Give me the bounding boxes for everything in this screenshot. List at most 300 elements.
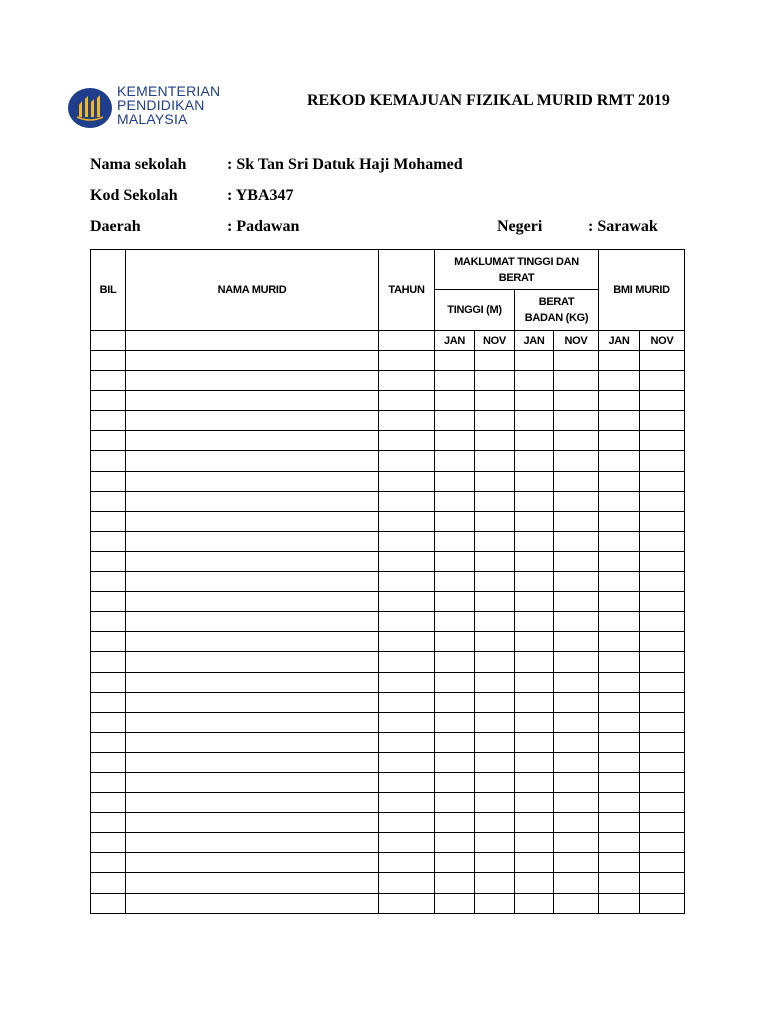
table-row [91, 853, 685, 873]
header-nama-murid: NAMA MURID [126, 250, 379, 331]
cell-tahun [379, 572, 435, 592]
cell-bil [91, 391, 126, 411]
cell-berat-jan [515, 632, 554, 652]
cell-nama-murid [126, 351, 379, 371]
cell-berat-jan [515, 772, 554, 792]
cell-berat-jan [515, 672, 554, 692]
cell-tinggi-nov [475, 712, 515, 732]
header-berat-badan: BERAT BADAN (KG) [515, 290, 599, 331]
cell-nama-murid [126, 652, 379, 672]
cell-berat-nov [554, 652, 599, 672]
cell-tahun [379, 833, 435, 853]
cell-nama-murid [126, 491, 379, 511]
cell-tinggi-jan [435, 893, 475, 913]
cell-nama-murid [126, 451, 379, 471]
cell-bil [91, 813, 126, 833]
cell-nama-murid [126, 833, 379, 853]
table-row [91, 612, 685, 632]
cell-nama-murid [126, 431, 379, 451]
table-row [91, 511, 685, 531]
cell-nama-murid [126, 752, 379, 772]
cell-bil [91, 712, 126, 732]
cell-tinggi-nov [475, 351, 515, 371]
cell-tinggi-jan [435, 793, 475, 813]
cell-bmi-nov [640, 793, 685, 813]
cell-bmi-nov [640, 391, 685, 411]
table-row [91, 391, 685, 411]
header-bil: BIL [91, 250, 126, 331]
cell-bmi-nov [640, 491, 685, 511]
cell-berat-nov [554, 853, 599, 873]
cell-berat-jan [515, 531, 554, 551]
table-row [91, 431, 685, 451]
cell-bil [91, 833, 126, 853]
cell-bil [91, 793, 126, 813]
cell-bmi-jan [599, 833, 640, 853]
cell-nama-murid [126, 511, 379, 531]
table-row [91, 712, 685, 732]
cell-tinggi-jan [435, 732, 475, 752]
cell-tahun [379, 813, 435, 833]
cell-tinggi-nov [475, 491, 515, 511]
cell-bmi-jan [599, 893, 640, 913]
nama-sekolah-label: Nama sekolah [90, 156, 187, 173]
cell-tinggi-nov [475, 551, 515, 571]
cell-tahun [379, 612, 435, 632]
cell-bil [91, 732, 126, 752]
cell-berat-jan [515, 391, 554, 411]
cell-berat-nov [554, 893, 599, 913]
cell-berat-nov [554, 873, 599, 893]
cell-tinggi-jan [435, 853, 475, 873]
cell-tinggi-nov [475, 772, 515, 792]
cell-bmi-jan [599, 652, 640, 672]
cell-bmi-jan [599, 551, 640, 571]
cell-berat-jan [515, 551, 554, 571]
cell-berat-jan [515, 873, 554, 893]
cell-tinggi-nov [475, 391, 515, 411]
cell-berat-nov [554, 632, 599, 652]
cell-nama-murid [126, 391, 379, 411]
cell-tinggi-nov [475, 572, 515, 592]
cell-berat-jan [515, 893, 554, 913]
cell-tahun [379, 471, 435, 491]
cell-bmi-nov [640, 873, 685, 893]
cell-tahun [379, 712, 435, 732]
cell-tinggi-jan [435, 471, 475, 491]
cell-tinggi-jan [435, 772, 475, 792]
cell-tinggi-jan [435, 572, 475, 592]
cell-tinggi-jan [435, 873, 475, 893]
cell-bmi-nov [640, 471, 685, 491]
ministry-emblem-icon [67, 87, 113, 129]
cell-bmi-jan [599, 471, 640, 491]
cell-berat-nov [554, 531, 599, 551]
cell-tinggi-nov [475, 471, 515, 491]
cell-bil [91, 692, 126, 712]
cell-bmi-nov [640, 833, 685, 853]
cell-bmi-jan [599, 391, 640, 411]
cell-bmi-jan [599, 612, 640, 632]
cell-tahun [379, 351, 435, 371]
logo-line-2: PENDIDIKAN [117, 97, 205, 113]
cell-bil [91, 371, 126, 391]
cell-nama-murid [126, 793, 379, 813]
cell-bil [91, 752, 126, 772]
cell-bil [91, 632, 126, 652]
cell-bmi-jan [599, 752, 640, 772]
cell-tinggi-nov [475, 531, 515, 551]
cell-bmi-jan [599, 732, 640, 752]
cell-tahun [379, 853, 435, 873]
table-row [91, 772, 685, 792]
cell-tahun [379, 551, 435, 571]
cell-bmi-nov [640, 551, 685, 571]
cell-berat-nov [554, 712, 599, 732]
table-row [91, 813, 685, 833]
cell-bil [91, 672, 126, 692]
cell-berat-nov [554, 351, 599, 371]
cell-nama-murid [126, 612, 379, 632]
record-table [90, 249, 685, 914]
cell-nama-murid [126, 592, 379, 612]
cell-bil [91, 551, 126, 571]
cell-bmi-jan [599, 431, 640, 451]
header-bmi-murid: BMI MURID [599, 250, 685, 331]
cell-berat-nov [554, 752, 599, 772]
cell-berat-nov [554, 813, 599, 833]
cell-tinggi-jan [435, 632, 475, 652]
cell-berat-nov [554, 471, 599, 491]
cell-berat-nov [554, 793, 599, 813]
ministry-logo [67, 84, 237, 130]
cell-berat-jan [515, 471, 554, 491]
cell-bmi-nov [640, 511, 685, 531]
cell-tahun [379, 511, 435, 531]
cell-berat-nov [554, 592, 599, 612]
cell-berat-jan [515, 572, 554, 592]
cell-berat-jan [515, 813, 554, 833]
cell-bil [91, 491, 126, 511]
cell-nama-murid [126, 712, 379, 732]
cell-bmi-nov [640, 451, 685, 471]
table-row [91, 351, 685, 371]
cell-nama-murid [126, 551, 379, 571]
cell-tinggi-jan [435, 411, 475, 431]
kod-sekolah-label: Kod Sekolah [90, 187, 178, 204]
cell-tahun [379, 752, 435, 772]
cell-berat-jan [515, 351, 554, 371]
table-row [91, 873, 685, 893]
negeri-value: : Sarawak [588, 218, 658, 235]
cell-berat-jan [515, 411, 554, 431]
daerah-value: : Padawan [227, 218, 300, 235]
cell-nama-murid [126, 853, 379, 873]
header-tahun: TAHUN [379, 250, 435, 331]
cell-tinggi-nov [475, 873, 515, 893]
table-row [91, 592, 685, 612]
table-row [91, 491, 685, 511]
cell-berat-nov [554, 572, 599, 592]
cell-nama-murid [126, 873, 379, 893]
cell-tinggi-jan [435, 491, 475, 511]
header-maklumat: MAKLUMAT TINGGI DAN BERAT [435, 250, 599, 290]
cell-bil [91, 572, 126, 592]
cell-bmi-nov [640, 592, 685, 612]
cell-bmi-nov [640, 351, 685, 371]
cell-bmi-nov [640, 572, 685, 592]
cell-tinggi-nov [475, 813, 515, 833]
table-row [91, 732, 685, 752]
cell-tinggi-jan [435, 672, 475, 692]
cell-tinggi-nov [475, 652, 515, 672]
cell-bmi-nov [640, 411, 685, 431]
cell-bmi-nov [640, 371, 685, 391]
cell-bmi-nov [640, 752, 685, 772]
table-row [91, 632, 685, 652]
table-row [91, 572, 685, 592]
daerah-label: Daerah [90, 218, 141, 235]
cell-nama-murid [126, 672, 379, 692]
cell-tinggi-nov [475, 732, 515, 752]
cell-tinggi-jan [435, 692, 475, 712]
cell-tinggi-nov [475, 511, 515, 531]
cell-berat-jan [515, 692, 554, 712]
month-tinggi-nov: NOV [475, 331, 515, 351]
cell-berat-jan [515, 592, 554, 612]
cell-bmi-jan [599, 371, 640, 391]
table-row [91, 531, 685, 551]
cell-bil [91, 772, 126, 792]
cell-berat-jan [515, 511, 554, 531]
table-row [91, 371, 685, 391]
cell-berat-nov [554, 692, 599, 712]
cell-nama-murid [126, 813, 379, 833]
cell-bmi-jan [599, 451, 640, 471]
cell-bmi-nov [640, 652, 685, 672]
cell-nama-murid [126, 732, 379, 752]
cell-bmi-jan [599, 351, 640, 371]
cell-nama-murid [126, 772, 379, 792]
cell-berat-nov [554, 391, 599, 411]
cell-bmi-jan [599, 692, 640, 712]
cell-berat-nov [554, 551, 599, 571]
cell-bmi-jan [599, 712, 640, 732]
cell-bmi-jan [599, 853, 640, 873]
cell-bmi-nov [640, 732, 685, 752]
cell-tahun [379, 491, 435, 511]
cell-tahun [379, 793, 435, 813]
cell-bmi-nov [640, 531, 685, 551]
month-berat-jan: JAN [515, 331, 554, 351]
logo-line-1: KEMENTERIAN [117, 83, 221, 99]
cell-tahun [379, 672, 435, 692]
cell-berat-nov [554, 672, 599, 692]
table-body [91, 351, 685, 914]
cell-nama-murid [126, 371, 379, 391]
cell-tinggi-jan [435, 391, 475, 411]
cell-tahun [379, 431, 435, 451]
cell-bmi-jan [599, 793, 640, 813]
cell-bmi-jan [599, 411, 640, 431]
cell-tinggi-nov [475, 853, 515, 873]
cell-bmi-jan [599, 772, 640, 792]
cell-bmi-jan [599, 511, 640, 531]
cell-berat-nov [554, 451, 599, 471]
cell-berat-nov [554, 612, 599, 632]
table-row [91, 672, 685, 692]
cell-tinggi-nov [475, 793, 515, 813]
cell-tinggi-jan [435, 752, 475, 772]
cell-bmi-nov [640, 813, 685, 833]
cell-berat-jan [515, 371, 554, 391]
cell-bmi-nov [640, 772, 685, 792]
header-tinggi: TINGGI (M) [435, 290, 515, 331]
cell-tahun [379, 772, 435, 792]
cell-berat-jan [515, 652, 554, 672]
cell-tinggi-jan [435, 351, 475, 371]
cell-tinggi-nov [475, 692, 515, 712]
cell-tinggi-jan [435, 712, 475, 732]
cell-bmi-nov [640, 692, 685, 712]
cell-tahun [379, 873, 435, 893]
cell-tinggi-jan [435, 833, 475, 853]
cell-bil [91, 873, 126, 893]
cell-tahun [379, 531, 435, 551]
table-row [91, 893, 685, 913]
cell-berat-jan [515, 732, 554, 752]
cell-berat-jan [515, 491, 554, 511]
logo-wordmark [117, 84, 220, 126]
month-bmi-nov: NOV [640, 331, 685, 351]
cell-bmi-nov [640, 612, 685, 632]
cell-bmi-jan [599, 672, 640, 692]
table-row [91, 551, 685, 571]
cell-tinggi-nov [475, 592, 515, 612]
cell-bmi-nov [640, 672, 685, 692]
cell-bil [91, 612, 126, 632]
cell-berat-jan [515, 712, 554, 732]
cell-tinggi-nov [475, 893, 515, 913]
cell-tinggi-nov [475, 451, 515, 471]
nama-sekolah-value: : Sk Tan Sri Datuk Haji Mohamed [227, 156, 463, 173]
cell-tinggi-nov [475, 431, 515, 451]
cell-bmi-nov [640, 853, 685, 873]
cell-berat-jan [515, 833, 554, 853]
cell-tinggi-jan [435, 551, 475, 571]
cell-tinggi-jan [435, 813, 475, 833]
kod-sekolah-value: : YBA347 [227, 187, 294, 204]
table-row [91, 471, 685, 491]
cell-nama-murid [126, 692, 379, 712]
cell-bmi-nov [640, 431, 685, 451]
table-row [91, 793, 685, 813]
cell-bmi-jan [599, 813, 640, 833]
cell-berat-nov [554, 511, 599, 531]
cell-tahun [379, 893, 435, 913]
cell-tinggi-nov [475, 833, 515, 853]
cell-bmi-nov [640, 893, 685, 913]
cell-bil [91, 893, 126, 913]
cell-tinggi-jan [435, 451, 475, 471]
cell-nama-murid [126, 531, 379, 551]
cell-nama-murid [126, 632, 379, 652]
cell-bmi-nov [640, 632, 685, 652]
cell-bil [91, 531, 126, 551]
cell-berat-nov [554, 833, 599, 853]
cell-berat-jan [515, 612, 554, 632]
month-bmi-jan: JAN [599, 331, 640, 351]
cell-nama-murid [126, 471, 379, 491]
cell-tinggi-nov [475, 612, 515, 632]
cell-tahun [379, 732, 435, 752]
table-row [91, 451, 685, 471]
cell-tahun [379, 411, 435, 431]
cell-bil [91, 592, 126, 612]
cell-tinggi-jan [435, 511, 475, 531]
cell-berat-nov [554, 431, 599, 451]
table-row [91, 833, 685, 853]
cell-berat-jan [515, 451, 554, 471]
cell-bmi-jan [599, 592, 640, 612]
logo-line-3: MALAYSIA [117, 111, 188, 127]
cell-tinggi-jan [435, 592, 475, 612]
cell-tinggi-nov [475, 411, 515, 431]
negeri-label: Negeri [497, 218, 543, 235]
cell-tinggi-jan [435, 652, 475, 672]
cell-bil [91, 511, 126, 531]
cell-tinggi-jan [435, 612, 475, 632]
cell-tahun [379, 391, 435, 411]
month-tinggi-jan: JAN [435, 331, 475, 351]
cell-bil [91, 471, 126, 491]
cell-berat-nov [554, 371, 599, 391]
cell-berat-nov [554, 732, 599, 752]
cell-bil [91, 431, 126, 451]
cell-tinggi-nov [475, 632, 515, 652]
month-berat-nov: NOV [554, 331, 599, 351]
cell-bmi-jan [599, 873, 640, 893]
table-row [91, 652, 685, 672]
cell-bil [91, 411, 126, 431]
cell-nama-murid [126, 411, 379, 431]
cell-berat-jan [515, 431, 554, 451]
table-row [91, 752, 685, 772]
table-row [91, 411, 685, 431]
cell-bmi-jan [599, 531, 640, 551]
cell-bmi-jan [599, 572, 640, 592]
cell-bil [91, 451, 126, 471]
cell-tinggi-nov [475, 672, 515, 692]
cell-bmi-nov [640, 712, 685, 732]
cell-tahun [379, 592, 435, 612]
cell-tinggi-nov [475, 752, 515, 772]
cell-bil [91, 853, 126, 873]
cell-tinggi-jan [435, 371, 475, 391]
cell-nama-murid [126, 893, 379, 913]
cell-tahun [379, 632, 435, 652]
document-title: REKOD KEMAJUAN FIZIKAL MURID RMT 2019 [307, 92, 670, 109]
cell-tahun [379, 451, 435, 471]
cell-tahun [379, 652, 435, 672]
cell-tinggi-jan [435, 531, 475, 551]
table-row [91, 692, 685, 712]
cell-tahun [379, 371, 435, 391]
cell-berat-jan [515, 752, 554, 772]
cell-nama-murid [126, 572, 379, 592]
cell-tahun [379, 692, 435, 712]
cell-bmi-jan [599, 632, 640, 652]
